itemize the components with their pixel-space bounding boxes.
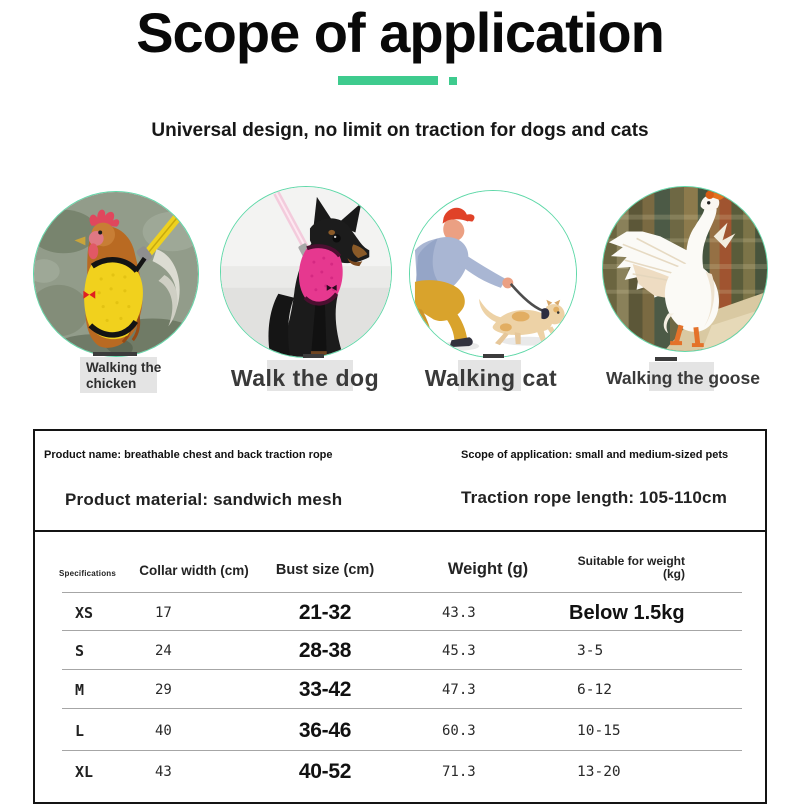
product-name-text: Product name: breathable chest and back traction rope (44, 449, 333, 461)
col-header-collar-width: Collar width (cm) (139, 563, 249, 578)
cell-suitable: 3-5 (577, 643, 604, 659)
col-header-line: Suitable for weight (577, 554, 685, 568)
walk-the-dog-photo (221, 187, 391, 357)
cell-suitable: 10-15 (577, 723, 621, 739)
gallery-item-chicken (33, 191, 199, 357)
cell-suitable: 13-20 (577, 764, 621, 780)
cell-size: XS (75, 604, 94, 622)
cell-bust: 33-42 (298, 678, 352, 701)
cell-bust: 28-38 (298, 639, 352, 662)
row-divider (62, 750, 742, 751)
col-header-bust-size: Bust size (cm) (275, 562, 375, 578)
caption-line: chicken (86, 375, 137, 391)
row-divider (62, 592, 742, 593)
cell-weight: 45.3 (442, 643, 476, 659)
walking-chicken-photo (34, 192, 198, 356)
gallery-item-cat (409, 190, 577, 358)
cell-bust: 36-46 (298, 719, 352, 742)
caption-walking-chicken (86, 360, 206, 391)
cell-collar: 17 (155, 605, 172, 621)
cell-collar: 24 (155, 643, 172, 659)
cell-size: S (75, 642, 85, 660)
row-divider (62, 669, 742, 670)
row-divider (62, 708, 742, 709)
title-underline-dot (449, 77, 457, 85)
application-scope-text: Scope of application: small and medium-sized pets (461, 449, 729, 461)
cell-suitable: Below 1.5kg (569, 602, 685, 624)
cell-size: L (75, 722, 85, 740)
cell-size: XL (75, 763, 94, 781)
page-subtitle: Universal design, no limit on traction for dogs and cats (151, 120, 649, 141)
walking-cat-illustration (410, 191, 576, 357)
product-material-text: Product material: sandwich mesh (65, 490, 343, 509)
cell-size: M (75, 681, 85, 699)
section-divider (35, 530, 765, 532)
specification-table (33, 429, 767, 804)
cell-collar: 29 (155, 682, 172, 698)
page-title: Scope of application (136, 1, 664, 64)
cell-bust: 21-32 (298, 601, 352, 624)
cell-weight: 60.3 (442, 723, 476, 739)
walking-goose-photo (603, 187, 767, 351)
caption-walking-cat: Walking cat (424, 365, 558, 391)
gallery-item-goose (602, 186, 768, 352)
cell-weight: 43.3 (442, 605, 476, 621)
title-underline (338, 76, 438, 85)
col-header-line: (kg) (663, 566, 685, 581)
col-header-specifications: Specifications (59, 569, 117, 578)
cell-weight: 71.3 (442, 764, 476, 780)
text-artifact (655, 357, 677, 361)
cell-suitable: 6-12 (577, 682, 612, 698)
cell-collar: 43 (155, 764, 172, 780)
caption-walking-goose: Walking the goose (606, 368, 760, 388)
cell-collar: 40 (155, 723, 172, 739)
caption-walk-the-dog: Walk the dog (230, 365, 380, 391)
col-header-weight: Weight (g) (447, 560, 529, 578)
row-divider (62, 630, 742, 631)
gallery-item-dog (220, 186, 392, 358)
rope-length-text: Traction rope length: 105-110cm (461, 488, 728, 507)
cell-bust: 40-52 (298, 760, 352, 783)
text-artifact (303, 354, 324, 358)
caption-line: Walking the (86, 360, 162, 375)
col-header-suitable-weight (568, 555, 685, 580)
text-artifact (93, 352, 137, 356)
text-artifact (483, 354, 504, 358)
cell-weight: 47.3 (442, 682, 476, 698)
